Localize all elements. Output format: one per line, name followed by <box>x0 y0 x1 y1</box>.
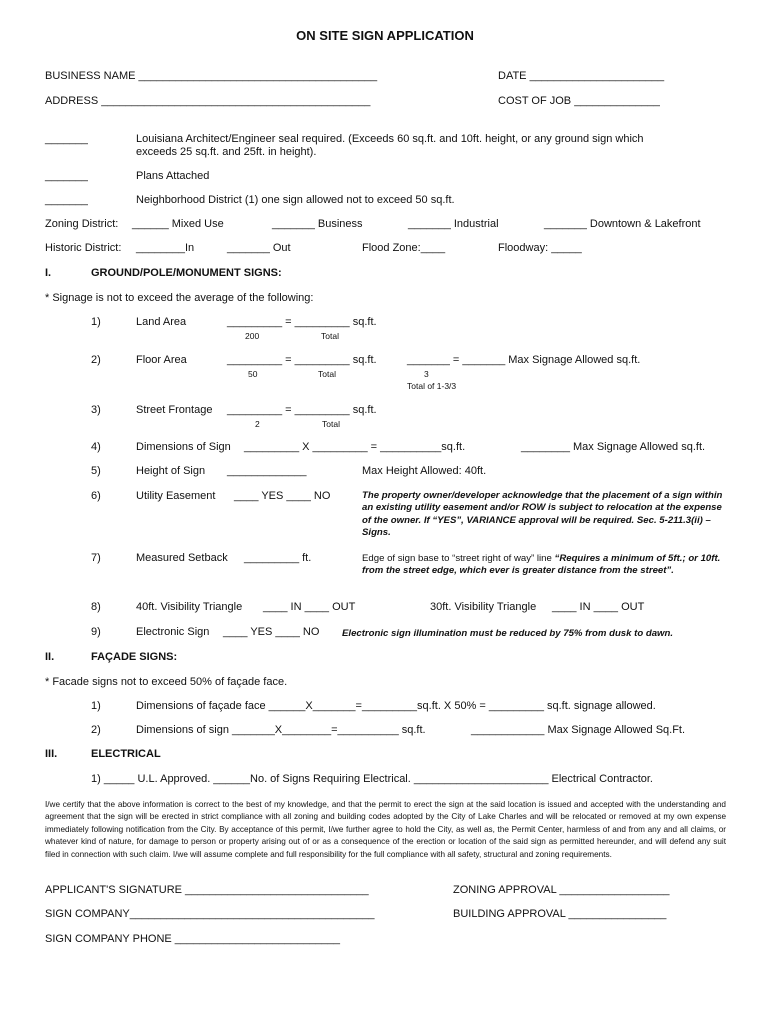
street-frontage-divisor: 2 <box>255 419 260 429</box>
sign-company-field[interactable]: SIGN COMPANY________________________________________ <box>45 908 375 920</box>
item-2-number: 2) <box>91 354 101 366</box>
floor-area-total-label: Total <box>318 369 336 379</box>
floor-area-formula[interactable]: _________ = _________ sq.ft. <box>227 354 377 366</box>
setback-note-plain: Edge of sign base to “street right of way” line <box>362 553 555 564</box>
land-area-divisor: 200 <box>245 331 260 341</box>
visibility-30ft-in-out[interactable]: ____ IN ____ OUT <box>552 601 645 613</box>
item-1-number: 1) <box>91 316 101 328</box>
item-6-number: 6) <box>91 490 101 502</box>
item-3-number: 3) <box>91 404 101 416</box>
zoning-industrial[interactable]: _______ Industrial <box>408 218 499 230</box>
street-frontage-formula[interactable]: _________ = _________ sq.ft. <box>227 404 377 416</box>
item-9-number: 9) <box>91 626 101 638</box>
zoning-approval-field[interactable]: ZONING APPROVAL __________________ <box>453 884 670 896</box>
facade-max-signage[interactable]: ____________ Max Signage Allowed Sq.Ft. <box>471 724 686 736</box>
electronic-sign-yes-no[interactable]: ____ YES ____ NO <box>223 626 320 638</box>
floor-area-label: Floor Area <box>136 354 187 366</box>
floodway-field[interactable]: Floodway: _____ <box>498 242 582 254</box>
visibility-40ft-in-out[interactable]: ____ IN ____ OUT <box>263 601 356 613</box>
dimensions-max-signage[interactable]: ________ Max Signage Allowed sq.ft. <box>521 441 706 453</box>
certification-paragraph: I/we certify that the above information is correct to the best of my knowledge, and that the permit to erect the sign at the said location is issued and accepted with the understanding and agreement that the sign will be erected in strict compliance with all zoning and building codes adopted by the City of Lake Charles and will be relocated or removed at my own expense immediately following notification from the City. By acceptance of this permit, I/we further agree to hold the City, as well as, the Permit Center, harmless of and from any and all claims, or whatever kind of nature, for damage to person or property arising out of or as a consequence of the erection or location of the said sign as permitted hereunder, and will defend any suit filed in connection with such claim. I/we will assume complete and full responsibility for the full compliance with all safety, structural and zoning requirements. <box>45 800 726 859</box>
address-field[interactable]: ADDRESS ____________________________________________ <box>45 95 371 107</box>
seal-checkbox-blank[interactable]: _______ <box>45 133 88 145</box>
section-3-title: ELECTRICAL <box>91 748 161 760</box>
electrical-line[interactable]: 1) _____ U.L. Approved. ______No. of Signs Requiring Electrical. ______________________ Electrical Contractor. <box>91 773 653 785</box>
building-approval-field[interactable]: BUILDING APPROVAL ________________ <box>453 908 667 920</box>
business-name-field[interactable]: BUSINESS NAME _______________________________________ <box>45 70 378 82</box>
section-2-title: FAÇADE SIGNS: <box>91 651 178 663</box>
visibility-30ft-label: 30ft. Visibility Triangle <box>430 601 537 613</box>
seal-required-text: Louisiana Architect/Engineer seal required. (Exceeds 60 sq.ft. and 10ft. height, or any ground sign which <box>136 133 644 145</box>
section-3-number: III. <box>45 748 58 760</box>
facade-sign-dimensions-formula[interactable]: Dimensions of sign _______X________=__________ sq.ft. <box>136 724 426 736</box>
historic-district-label: Historic District: <box>45 242 122 254</box>
plans-attached-text: Plans Attached <box>136 170 210 182</box>
facade-item-1-number: 1) <box>91 700 101 712</box>
seal-required-text-2: exceeds 25 sq.ft. and 25ft. in height). <box>136 146 317 158</box>
setback-note-bold: “Requires a minimum of 5ft.; or 10ft. from the street edge, which ever is greater distance from the street”. <box>362 553 721 577</box>
section-1-title: GROUND/POLE/MONUMENT SIGNS: <box>91 267 282 279</box>
dimensions-of-sign-formula[interactable]: _________ X _________ = __________sq.ft. <box>244 441 466 453</box>
utility-easement-yes-no[interactable]: ____ YES ____ NO <box>234 490 331 502</box>
zoning-district-label: Zoning District: <box>45 218 119 230</box>
height-of-sign-field[interactable]: _____________ <box>227 465 307 477</box>
average-divisor: 3 <box>424 369 429 379</box>
section-2-number: II. <box>45 651 55 663</box>
facade-item-2-number: 2) <box>91 724 101 736</box>
historic-in[interactable]: ________In <box>136 242 195 254</box>
item-7-number: 7) <box>91 552 101 564</box>
item-4-number: 4) <box>91 441 101 453</box>
plans-checkbox-blank[interactable]: _______ <box>45 170 88 182</box>
land-area-total-label: Total <box>321 331 339 341</box>
utility-easement-note: The property owner/developer acknowledge that the placement of a sign within an existing utility easement and/or ROW is subject to relocation at the expense of the owner. If “YES”, VARIANCE approval will be required. Sec. 5-211.3(ii) – Signs. <box>362 490 723 539</box>
height-of-sign-label: Height of Sign <box>136 465 206 477</box>
measured-setback-field[interactable]: _________ ft. <box>244 552 312 564</box>
section-1-number: I. <box>45 267 52 279</box>
page-title: ON SITE SIGN APPLICATION <box>296 28 474 43</box>
date-field[interactable]: DATE ______________________ <box>498 70 665 82</box>
facade-dimensions-formula[interactable]: Dimensions of façade face ______X_______=_________sq.ft. X 50% = _________ sq.ft. signage allowed. <box>136 700 656 712</box>
item-8-number: 8) <box>91 601 101 613</box>
max-signage-formula[interactable]: _______ = _______ Max Signage Allowed sq.ft. <box>407 354 641 366</box>
visibility-40ft-label: 40ft. Visibility Triangle <box>136 601 243 613</box>
zoning-mixed-use[interactable]: ______ Mixed Use <box>132 218 224 230</box>
neighborhood-text: Neighborhood District (1) one sign allowed not to exceed 50 sq.ft. <box>136 194 455 206</box>
sign-company-phone-field[interactable]: SIGN COMPANY PHONE ___________________________ <box>45 933 340 945</box>
item-5-number: 5) <box>91 465 101 477</box>
setback-note <box>362 553 724 578</box>
section-2-note: * Facade signs not to exceed 50% of façade face. <box>45 676 288 688</box>
street-frontage-label: Street Frontage <box>136 404 213 416</box>
max-height-allowed: Max Height Allowed: 40ft. <box>362 465 487 477</box>
average-total-label: Total of 1-3/3 <box>407 381 457 391</box>
street-frontage-total-label: Total <box>322 419 340 429</box>
applicant-signature-field[interactable]: APPLICANT'S SIGNATURE ______________________________ <box>45 884 369 896</box>
historic-out[interactable]: _______ Out <box>227 242 291 254</box>
cost-of-job-field[interactable]: COST OF JOB ______________ <box>498 95 660 107</box>
zoning-downtown[interactable]: _______ Downtown & Lakefront <box>544 218 701 230</box>
dimensions-of-sign-label: Dimensions of Sign <box>136 441 231 453</box>
electronic-sign-note: Electronic sign illumination must be reduced by 75% from dusk to dawn. <box>342 628 674 639</box>
zoning-business[interactable]: _______ Business <box>272 218 363 230</box>
utility-easement-label: Utility Easement <box>136 490 216 502</box>
electronic-sign-label: Electronic Sign <box>136 626 210 638</box>
neighborhood-checkbox-blank[interactable]: _______ <box>45 194 88 206</box>
land-area-formula[interactable]: _________ = _________ sq.ft. <box>227 316 377 328</box>
floor-area-divisor: 50 <box>248 369 258 379</box>
flood-zone-field[interactable]: Flood Zone:____ <box>362 242 446 254</box>
measured-setback-label: Measured Setback <box>136 552 228 564</box>
land-area-label: Land Area <box>136 316 187 328</box>
section-1-note: * Signage is not to exceed the average of the following: <box>45 292 314 304</box>
